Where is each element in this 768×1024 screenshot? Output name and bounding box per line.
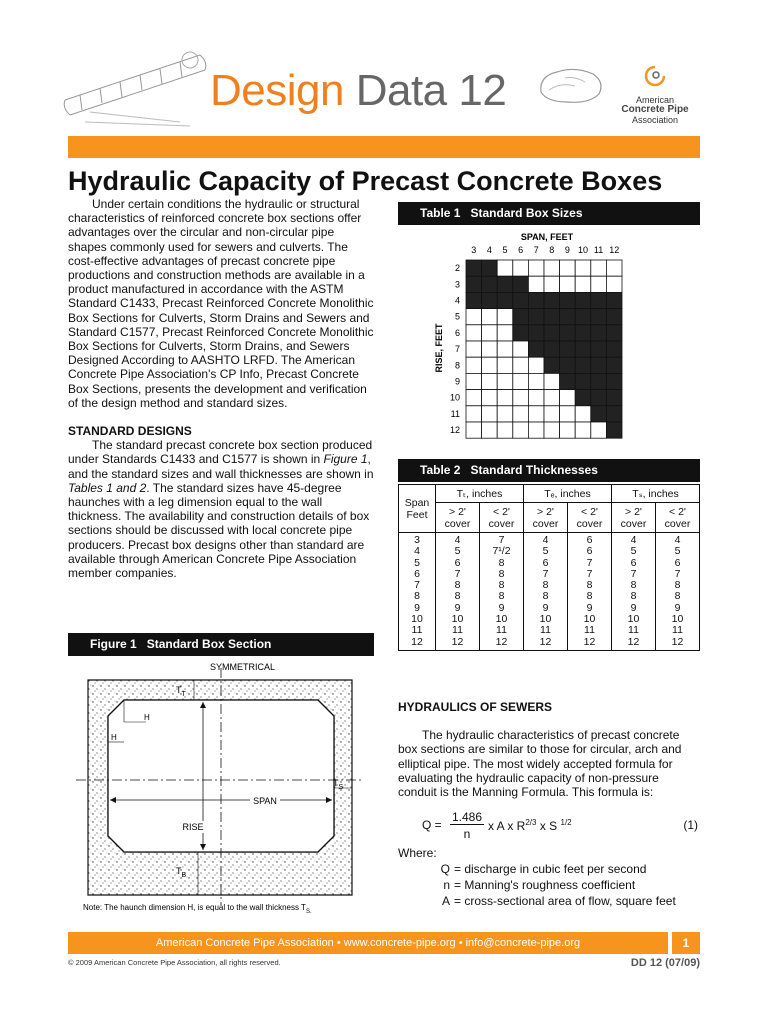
grid-cell-standard xyxy=(606,390,622,406)
table-row xyxy=(399,558,700,569)
grid-cell-standard xyxy=(591,357,607,373)
thickness-cell: 11 xyxy=(612,625,656,636)
span-tick-label: 7 xyxy=(533,245,539,255)
sub-header: < 2' cover xyxy=(480,503,524,533)
rise-tick-label: 6 xyxy=(454,327,460,338)
logo-design-word: Design xyxy=(210,66,344,115)
grid-cell-standard xyxy=(513,292,529,308)
span-axis-label: SPAN, FEET xyxy=(520,232,574,242)
grid-cell-empty xyxy=(482,325,498,341)
thickness-cell: 11 xyxy=(524,625,568,636)
grid-cell-standard xyxy=(575,373,591,389)
thickness-cell: 10 xyxy=(656,614,700,625)
group-te: Tₑ, inches xyxy=(524,485,612,503)
thickness-cell: 4 xyxy=(524,533,568,547)
rise-tick-label: 11 xyxy=(450,408,460,419)
grid-cell-empty xyxy=(528,406,544,422)
thickness-cell: 7 xyxy=(436,569,480,580)
sub-header: < 2' cover xyxy=(656,503,700,533)
formula-rest: x A x $R^{2/3}$ x S $^{1/2}$ xyxy=(488,818,572,833)
standard-designs-heading: STANDARD DESIGNS xyxy=(68,424,192,439)
thickness-cell: 5 xyxy=(436,546,480,557)
span-cell: 11 xyxy=(399,625,436,636)
col-span-feet: Span Feet xyxy=(399,485,436,533)
thickness-cell: 9 xyxy=(480,603,524,614)
grid-cell-standard xyxy=(606,292,622,308)
grid-cell-empty xyxy=(560,422,576,438)
grid-cell-empty xyxy=(513,422,529,438)
span-cell: 10 xyxy=(399,614,436,625)
grid-cell-standard xyxy=(528,292,544,308)
grid-cell-empty xyxy=(497,422,513,438)
footer-bar: American Concrete Pipe Association • www.concrete-pipe.org • info@concrete-pipe.org xyxy=(68,932,668,954)
thickness-cell: 8 xyxy=(480,591,524,602)
concrete-rock-illustration xyxy=(535,62,607,107)
table-row xyxy=(399,591,700,602)
grid-cell-empty xyxy=(591,276,607,292)
sub-header: > 2' cover xyxy=(612,503,656,533)
thickness-cell: 10 xyxy=(568,614,612,625)
figure-reference: Figure 1 xyxy=(323,452,368,467)
grid-cell-standard xyxy=(560,292,576,308)
box-section-diagram xyxy=(68,660,374,920)
grid-cell-empty xyxy=(466,309,482,325)
thickness-cell: 5 xyxy=(612,546,656,557)
page-number: 1 xyxy=(672,932,700,954)
grid-cell-standard xyxy=(575,325,591,341)
acpa-logo xyxy=(615,64,695,125)
grid-cell-empty xyxy=(560,390,576,406)
equation-number: (1) xyxy=(683,818,698,832)
grid-cell-empty xyxy=(497,309,513,325)
table-row xyxy=(399,580,700,591)
span-cell: 8 xyxy=(399,591,436,602)
grid-cell-standard xyxy=(482,260,498,276)
figure1-label: Figure 1 xyxy=(90,637,137,651)
table1-label: Table 1 xyxy=(420,206,461,220)
thickness-cell: 12 xyxy=(612,637,656,651)
sub-header: < 2' cover xyxy=(568,503,612,533)
thickness-cell: 12 xyxy=(436,637,480,651)
thickness-cell: 11 xyxy=(436,625,480,636)
table-row xyxy=(399,569,700,580)
grid-cell-standard xyxy=(606,309,622,325)
acpa-line2: Concrete Pipe xyxy=(621,104,689,115)
acpa-mark-icon xyxy=(643,64,667,88)
grid-cell-standard xyxy=(466,260,482,276)
table-row xyxy=(399,637,700,651)
grid-cell-standard xyxy=(591,292,607,308)
grid-cell-standard xyxy=(560,325,576,341)
span-tick-label: 5 xyxy=(502,245,508,255)
formula-denominator: n xyxy=(463,827,471,841)
grid-cell-empty xyxy=(544,260,560,276)
grid-cell-empty xyxy=(497,390,513,406)
grid-cell-empty xyxy=(482,309,498,325)
grid-cell-standard xyxy=(528,325,544,341)
page-title: Hydraulic Capacity of Precast Concrete Boxes xyxy=(68,166,663,196)
grid-cell-standard xyxy=(497,292,513,308)
span-cell: 7 xyxy=(399,580,436,591)
thickness-cell: 7 xyxy=(480,533,524,547)
grid-cell-standard xyxy=(575,292,591,308)
span-tick-label: 4 xyxy=(486,245,492,255)
grid-cell-empty xyxy=(482,341,498,357)
manning-formula xyxy=(398,808,700,848)
grid-cell-empty xyxy=(528,276,544,292)
rise-tick-label: 3 xyxy=(454,279,460,290)
rise-tick-label: 10 xyxy=(449,392,460,403)
grid-cell-empty xyxy=(513,357,529,373)
grid-cell-empty xyxy=(544,422,560,438)
header-accent-bar xyxy=(68,136,700,158)
grid-cell-empty xyxy=(560,276,576,292)
grid-cell-standard xyxy=(575,341,591,357)
grid-cell-standard xyxy=(606,422,622,438)
grid-cell-standard xyxy=(528,341,544,357)
span-tick-label: 6 xyxy=(518,245,524,255)
span-tick-label: 9 xyxy=(564,245,570,255)
thickness-cell: 8 xyxy=(656,591,700,602)
thickness-cell: 10 xyxy=(436,614,480,625)
acpa-line1: American xyxy=(635,95,674,105)
grid-cell-standard xyxy=(606,357,622,373)
thickness-cell: 10 xyxy=(524,614,568,625)
span-cell: 4 xyxy=(399,546,436,557)
thickness-cell: 7 xyxy=(568,569,612,580)
thickness-cell: 7 xyxy=(568,558,612,569)
thickness-cell: 9 xyxy=(656,603,700,614)
formula-q: Q = xyxy=(422,818,442,832)
grid-cell-standard xyxy=(482,276,498,292)
grid-cell-empty xyxy=(528,390,544,406)
table-row xyxy=(399,546,700,557)
definition-row: n = Manning's roughness coefficient xyxy=(443,878,636,892)
thickness-cell: 7¹/2 xyxy=(480,546,524,557)
intro-paragraph: Under certain conditions the hydraulic or structural characteristics of reinforced concrete box sections offer advantages over the circular and non-circular pipe shapes commonly used for sewers and culverts. The cost-effective advantages of precast concrete pipe productions and construction methods are available in a product manufactured in accordance with the ASTM Standard C1433, Precast Reinforced Concrete Monolithic Box Sections for Culverts, Storm Drains and Sewers and Standard C1577, Precast Reinforced Concrete Monolithic Box Sections for Culverts, Storm Drains, and Sewers Designed According to AASHTO LRFD. The American Concrete Pipe Association's CP Info, Precast Concrete Box Sections, presents the development and verification of the design method and standard sizes. xyxy=(68,197,374,410)
table-row xyxy=(399,625,700,636)
grid-cell-standard xyxy=(560,373,576,389)
grid-cell-empty xyxy=(466,357,482,373)
span-tick-label: 3 xyxy=(471,245,477,255)
pipe-sketch-illustration xyxy=(60,40,210,130)
grid-cell-empty xyxy=(513,341,529,357)
formula-numerator: 1.486 xyxy=(451,810,483,824)
grid-cell-empty xyxy=(591,260,607,276)
span-cell: 9 xyxy=(399,603,436,614)
thickness-cell: 6 xyxy=(524,558,568,569)
grid-cell-standard xyxy=(606,341,622,357)
thickness-cell: 4 xyxy=(656,533,700,547)
table2-header xyxy=(398,459,700,482)
bottom-thickness-label: $T_B$ xyxy=(176,866,187,879)
thickness-cell: 7 xyxy=(524,569,568,580)
grid-cell-standard xyxy=(560,341,576,357)
side-thickness-label: $T_S$ xyxy=(333,778,344,791)
formula-definitions xyxy=(398,845,700,909)
grid-cell-empty xyxy=(513,373,529,389)
sub-header: > 2' cover xyxy=(436,503,480,533)
thickness-cell: 8 xyxy=(612,580,656,591)
thickness-cell: 11 xyxy=(480,625,524,636)
thickness-cell: 8 xyxy=(480,580,524,591)
grid-cell-empty xyxy=(466,406,482,422)
rise-axis-label: RISE, FEET xyxy=(434,323,444,373)
span-label: SPAN xyxy=(253,796,277,806)
symmetrical-label: SYMMETRICAL xyxy=(210,662,276,672)
left-column xyxy=(68,197,374,580)
rise-tick-label: 2 xyxy=(454,263,460,274)
copyright: © 2009 American Concrete Pipe Association, all rights reserved. xyxy=(68,958,281,967)
grid-cell-empty xyxy=(528,373,544,389)
grid-cell-standard xyxy=(575,309,591,325)
grid-cell-empty xyxy=(513,260,529,276)
hydraulics-paragraph: The hydraulic characteristics of precast concrete box sections are similar to those for circular, arch and elliptical pipe. The most widely accepted formula for evaluating the hydraulic capacity of non-pressure conduit is the Manning Formula. This formula is: xyxy=(398,728,682,800)
hydraulics-heading: HYDRAULICS OF SEWERS xyxy=(398,700,553,714)
grid-cell-standard xyxy=(575,390,591,406)
grid-cell-standard xyxy=(544,292,560,308)
rise-label: RISE xyxy=(182,822,204,832)
thickness-cell: 4 xyxy=(436,533,480,547)
thickness-cell: 8 xyxy=(568,591,612,602)
thickness-cell: 4 xyxy=(612,533,656,547)
thickness-cell: 12 xyxy=(568,637,612,651)
thickness-cell: 8 xyxy=(436,591,480,602)
grid-cell-empty xyxy=(482,373,498,389)
grid-cell-standard xyxy=(606,373,622,389)
rise-tick-label: 12 xyxy=(449,425,460,436)
grid-cell-standard xyxy=(591,373,607,389)
grid-cell-standard xyxy=(591,390,607,406)
thickness-cell: 7 xyxy=(612,569,656,580)
grid-cell-empty xyxy=(606,276,622,292)
span-tick-label: 10 xyxy=(577,245,589,255)
haunch-h-top: H xyxy=(144,713,150,722)
grid-cell-standard xyxy=(544,309,560,325)
top-thickness-label: $T_T$ xyxy=(176,685,186,698)
thickness-cell: 8 xyxy=(612,591,656,602)
grid-cell-empty xyxy=(575,422,591,438)
grid-cell-empty xyxy=(575,276,591,292)
definition-row: Q = discharge in cubic feet per second xyxy=(440,862,647,876)
grid-cell-empty xyxy=(544,373,560,389)
thickness-cell: 10 xyxy=(612,614,656,625)
thickness-cell: 8 xyxy=(524,580,568,591)
thickness-cell: 6 xyxy=(436,558,480,569)
grid-cell-empty xyxy=(466,422,482,438)
table2-title: Standard Thicknesses xyxy=(470,463,598,477)
thickness-cell: 8 xyxy=(524,591,568,602)
thickness-cell: 8 xyxy=(568,580,612,591)
table-row xyxy=(399,533,700,547)
thickness-cell: 9 xyxy=(612,603,656,614)
rise-tick-label: 9 xyxy=(454,376,460,387)
thickness-cell: 8 xyxy=(436,580,480,591)
thickness-cell: 7 xyxy=(656,569,700,580)
table1-title: Standard Box Sizes xyxy=(470,206,583,220)
span-cell: 12 xyxy=(399,637,436,651)
grid-cell-standard xyxy=(606,406,622,422)
grid-cell-empty xyxy=(575,260,591,276)
thickness-cell: 8 xyxy=(480,558,524,569)
grid-cell-empty xyxy=(544,390,560,406)
thickness-cell: 9 xyxy=(524,603,568,614)
thickness-cell: 12 xyxy=(480,637,524,651)
grid-cell-standard xyxy=(544,341,560,357)
thickness-cell: 8 xyxy=(656,580,700,591)
sub-header: > 2' cover xyxy=(524,503,568,533)
grid-cell-standard xyxy=(528,309,544,325)
grid-cell-standard xyxy=(606,325,622,341)
grid-cell-empty xyxy=(482,406,498,422)
grid-cell-standard xyxy=(591,309,607,325)
grid-cell-empty xyxy=(497,341,513,357)
logo-data-word: Data 12 xyxy=(355,66,507,115)
thickness-cell: 6 xyxy=(568,533,612,547)
grid-cell-standard xyxy=(560,309,576,325)
grid-cell-standard xyxy=(497,276,513,292)
document-number: DD 12 (07/09) xyxy=(630,957,700,969)
definition-row: A = cross-sectional area of flow, square feet xyxy=(441,894,676,908)
thickness-cell: 12 xyxy=(524,637,568,651)
thickness-cell: 8 xyxy=(480,569,524,580)
grid-cell-standard xyxy=(560,357,576,373)
grid-cell-empty xyxy=(606,260,622,276)
grid-cell-standard xyxy=(513,309,529,325)
grid-cell-empty xyxy=(528,422,544,438)
grid-cell-standard xyxy=(482,292,498,308)
thickness-cell: 11 xyxy=(656,625,700,636)
rise-tick-label: 7 xyxy=(454,344,460,355)
grid-cell-empty xyxy=(497,406,513,422)
tables-reference: Tables 1 and 2 xyxy=(68,480,147,495)
figure1-header xyxy=(68,633,374,656)
thickness-cell: 9 xyxy=(436,603,480,614)
group-tt: Tₜ, inches xyxy=(436,485,524,503)
span-cell: 3 xyxy=(399,533,436,547)
grid-cell-empty xyxy=(466,341,482,357)
grid-cell-standard xyxy=(591,406,607,422)
thickness-cell: 6 xyxy=(612,558,656,569)
standard-thicknesses-table xyxy=(398,484,700,651)
thickness-cell: 10 xyxy=(480,614,524,625)
grid-cell-empty xyxy=(482,422,498,438)
where-label: Where: xyxy=(398,846,437,860)
grid-cell-empty xyxy=(544,406,560,422)
table1-header xyxy=(398,202,700,225)
grid-cell-empty xyxy=(560,406,576,422)
grid-cell-standard xyxy=(544,325,560,341)
standard-designs-paragraph: The standard precast concrete box section produced under Standards C1433 and C1577 is shown in Figure 1, and the standard sizes and wall thicknesses are shown in Tables 1 and 2. The standard sizes have 45-degree haunches with a leg dimension equal to the wall thickness. The availability and construction details of box sections should be discussed with local concrete pipe producers. Precast box designs other than standard are available through American Concrete Pipe Association member companies. xyxy=(68,438,374,581)
group-ts: Tₛ, inches xyxy=(612,485,700,503)
thickness-cell: 5 xyxy=(524,546,568,557)
hydraulics-section xyxy=(398,700,700,799)
span-tick-label: 11 xyxy=(593,245,604,255)
grid-cell-empty xyxy=(466,373,482,389)
thickness-cell: 6 xyxy=(568,546,612,557)
grid-cell-empty xyxy=(544,276,560,292)
grid-cell-empty xyxy=(591,422,607,438)
figure-note: Note: The haunch dimension H, is equal to the wall thickness $T_{S.}$ xyxy=(83,903,312,915)
grid-cell-empty xyxy=(513,390,529,406)
thickness-cell: 5 xyxy=(656,546,700,557)
grid-cell-empty xyxy=(466,390,482,406)
rise-tick-label: 8 xyxy=(454,360,460,371)
grid-cell-empty xyxy=(560,260,576,276)
span-cell: 5 xyxy=(399,558,436,569)
thickness-cell: 11 xyxy=(568,625,612,636)
grid-cell-empty xyxy=(528,260,544,276)
rise-tick-label: 5 xyxy=(454,311,460,322)
span-tick-label: 12 xyxy=(609,245,620,255)
grid-cell-standard xyxy=(513,276,529,292)
grid-cell-standard xyxy=(513,325,529,341)
thickness-cell: 9 xyxy=(568,603,612,614)
grid-cell-standard xyxy=(466,276,482,292)
acpa-line3: Association xyxy=(631,115,679,125)
grid-cell-standard xyxy=(575,357,591,373)
span-cell: 6 xyxy=(399,569,436,580)
grid-cell-standard xyxy=(466,292,482,308)
standard-box-sizes-grid xyxy=(398,230,700,445)
span-tick-label: 8 xyxy=(549,245,555,255)
grid-cell-standard xyxy=(591,325,607,341)
figure1-title: Standard Box Section xyxy=(146,637,272,651)
thickness-cell: 12 xyxy=(656,637,700,651)
grid-cell-standard xyxy=(544,357,560,373)
grid-cell-empty xyxy=(466,325,482,341)
grid-cell-empty xyxy=(482,390,498,406)
rise-tick-label: 4 xyxy=(454,295,460,306)
grid-cell-empty xyxy=(528,357,544,373)
table2-label: Table 2 xyxy=(420,463,461,477)
grid-cell-empty xyxy=(575,406,591,422)
grid-cell-empty xyxy=(497,357,513,373)
design-data-logo xyxy=(210,66,506,116)
grid-cell-empty xyxy=(513,406,529,422)
grid-cell-empty xyxy=(497,260,513,276)
haunch-h-side: H xyxy=(111,733,117,742)
thickness-cell: 6 xyxy=(656,558,700,569)
grid-cell-standard xyxy=(591,341,607,357)
grid-cell-empty xyxy=(497,325,513,341)
grid-cell-empty xyxy=(482,357,498,373)
grid-cell-empty xyxy=(497,373,513,389)
